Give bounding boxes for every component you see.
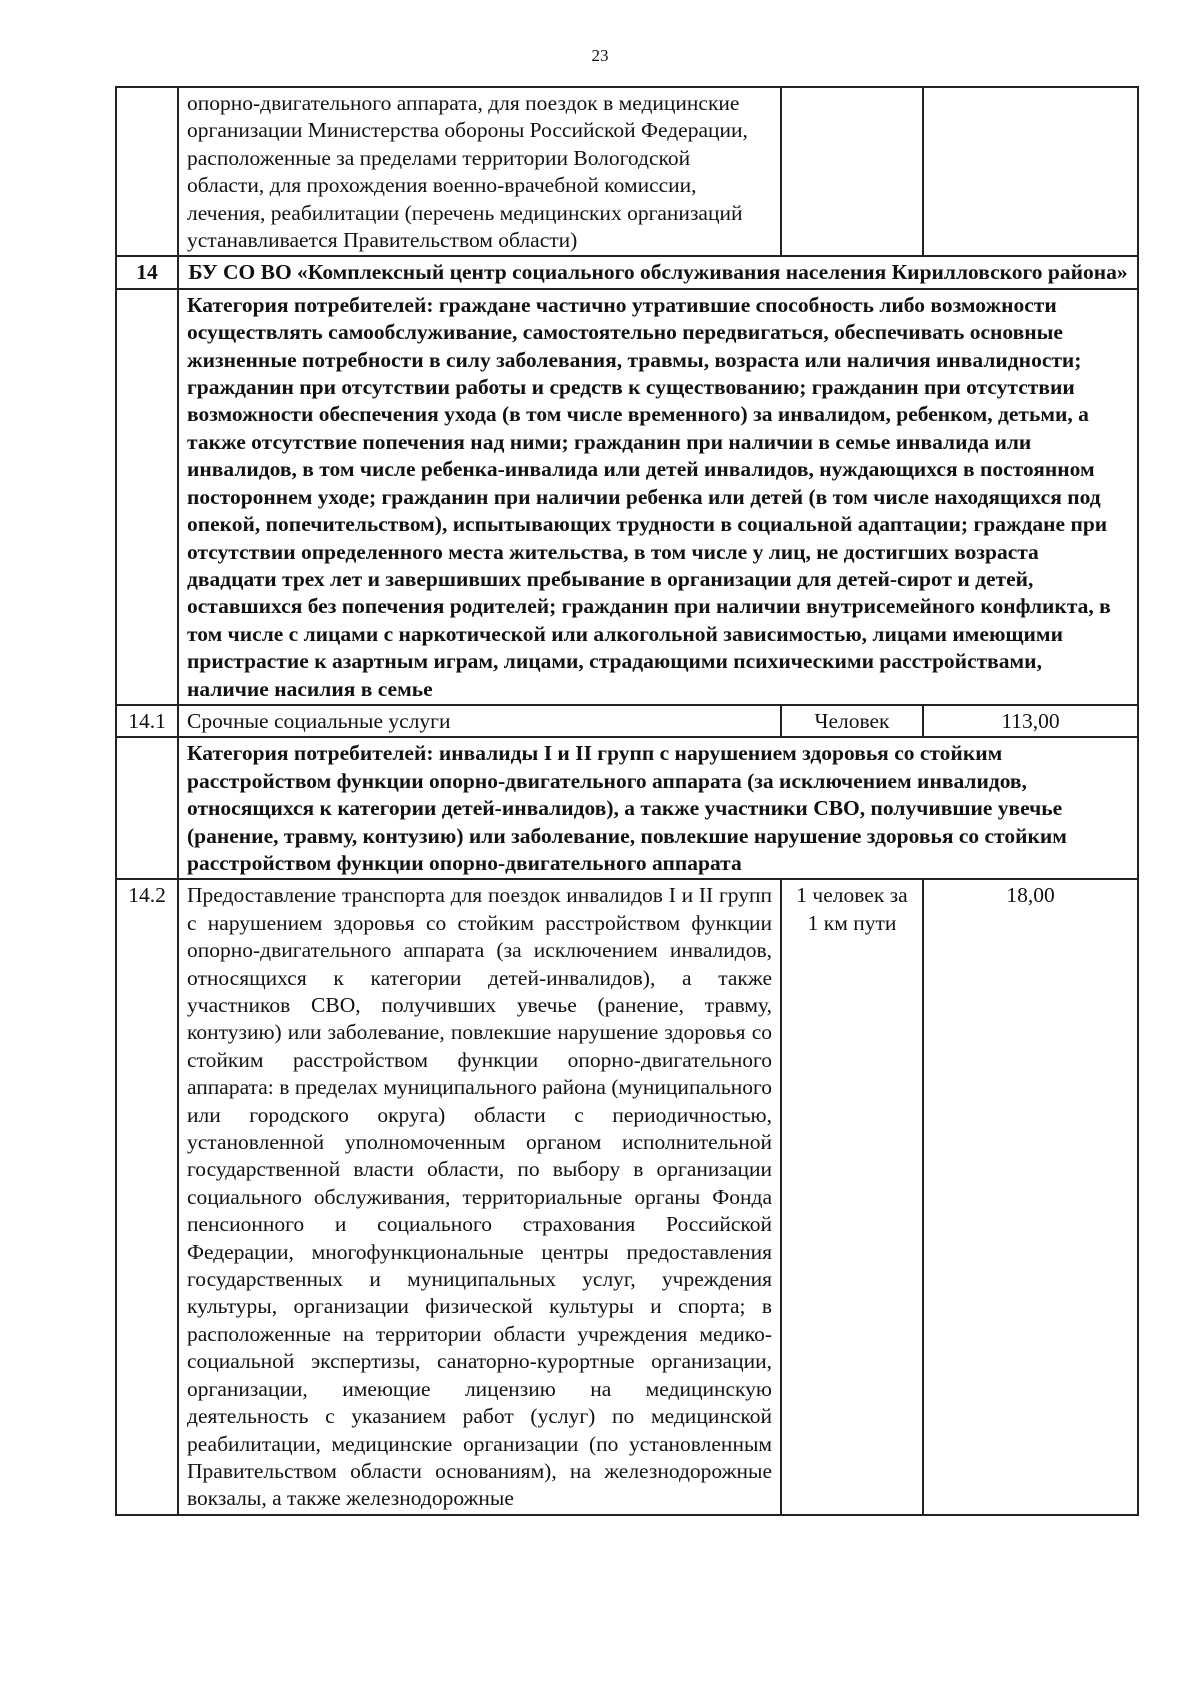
row-number	[116, 87, 178, 256]
table-row	[116, 705, 1138, 737]
service-description: Предоставление транспорта для поездок инвалидов I и II групп с нарушением здоровья со стойким расстройством функции опорно-двигательного аппарата (за исключением инвалидов, относящихся к категории детей-инвалидов), а также участников СВО, получивших увечье (ранение, травму, контузию) или заболевание, повлекшие нарушение здоровья со стойким расстройством функции опорно-двигательного аппарата: в пределах муниципального района (муниципального или городского округа) области с периодичностью, установленной уполномоченным органом исполнительной государственной власти области, по выбору в организации социального обслуживания, территориальные органы Фонда пенсионного и социального страхования Российской Федерации, многофункциональные центры предоставления государственных и муниципальных услуг, учреждения культуры, организации физической культуры и спорта; в расположенные на территории области учреждения медико-социальной экспертизы, санаторно-курортные организации, организации, имеющие лицензию на медицинскую деятельность с указанием работ (услуг) по медицинской реабилитации, медицинские организации (по установленным Правительством области основаниям), на железнодорожные вокзалы, а также железнодорожные	[178, 879, 781, 1514]
table-row	[116, 87, 1138, 256]
table-row	[116, 879, 1138, 1514]
row-number: 14	[116, 256, 178, 288]
page-number: 23	[591, 46, 609, 65]
tariff-table	[115, 86, 1139, 1516]
table-row	[116, 737, 1138, 879]
price-cell: 18,00	[923, 879, 1138, 1514]
unit-cell	[781, 87, 923, 256]
row-number: 14.2	[116, 879, 178, 1514]
consumer-category: Категория потребителей: инвалиды I и II групп с нарушением здоровья со стойким расстройством функции опорно-двигательного аппарата (за исключением инвалидов, относящихся к категории детей-инвалидов), а также участники СВО, получившие увечье (ранение, травму, контузию) или заболевание, повлекшие нарушение здоровья со стойким расстройством функции опорно-двигательного аппарата	[178, 737, 1138, 879]
row-number	[116, 737, 178, 879]
unit-cell: 1 человек за 1 км пути	[781, 879, 923, 1514]
row-number: 14.1	[116, 705, 178, 737]
consumer-category: Категория потребителей: граждане частично утратившие способность либо возможности осуществлять самообслуживание, самостоятельно передвигаться, обеспечивать основные жизненные потребности в силу заболевания, травмы, возраста или наличия инвалидности; гражданин при отсутствии работы и средств к существованию; гражданин при отсутствии возможности обеспечения ухода (в том числе временного) за инвалидом, ребенком, детьми, а также отсутствие попечения над ними; гражданин при наличии в семье инвалида или инвалидов, в том числе ребенка-инвалида или детей инвалидов, нуждающихся в постоянном постороннем уходе; гражданин при наличии ребенка или детей (в том числе находящихся под опекой, попечительством), испытывающих трудности в социальной адаптации; граждане при отсутствии определенного места жительства, в том числе у лиц, не достигших возраста двадцати трех лет и завершивших пребывание в организации для детей-сирот и детей, оставшихся без попечения родителей; гражданин при наличии внутрисемейного конфликта, в том числе с лицами с наркотической или алкогольной зависимостью, лицами имеющими пристрастие к азартным играм, лицами, страдающими психическими расстройствами, наличие насилия в семье	[178, 289, 1138, 705]
table-row	[116, 289, 1138, 705]
service-description: опорно-двигательного аппарата, для поездок в медицинские организации Министерства обороны Российской Федерации, расположенные за пределами территории Вологодской области, для прохождения военно-врачебной комиссии, лечения, реабилитации (перечень медицинских организаций устанавливается Правительством области)	[178, 87, 781, 256]
unit-cell: Человек	[781, 705, 923, 737]
price-cell	[923, 87, 1138, 256]
organization-title: БУ СО ВО «Комплексный центр социального обслуживания населения Кирилловского района»	[178, 256, 1138, 288]
table-row	[116, 256, 1138, 288]
row-number	[116, 289, 178, 705]
service-description: Срочные социальные услуги	[178, 705, 781, 737]
price-cell: 113,00	[923, 705, 1138, 737]
